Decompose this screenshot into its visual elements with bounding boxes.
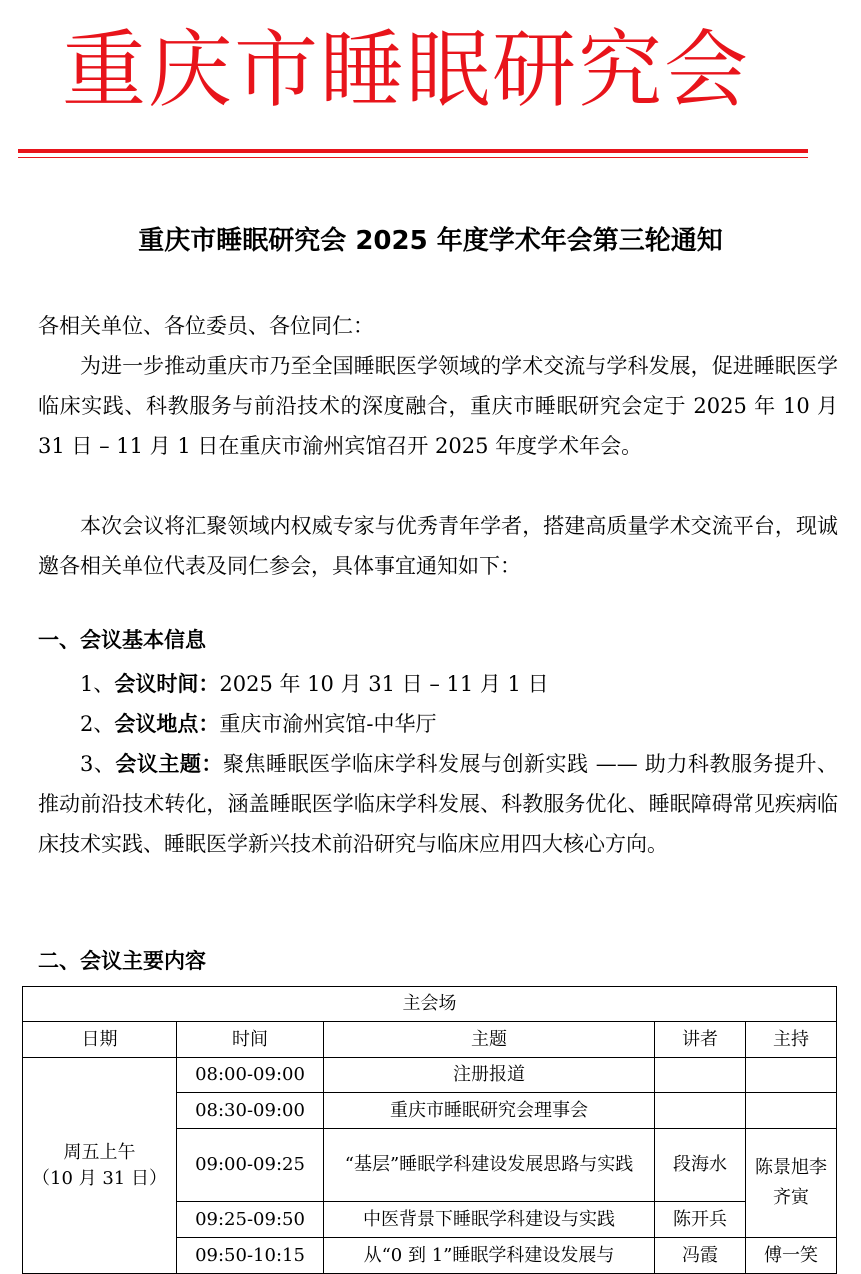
schedule-table (22, 986, 837, 1274)
letterhead-title: 重庆市睡眠研究会 (62, 21, 751, 119)
letterhead-rule-thin (18, 157, 808, 158)
day-date: （10 月 31 日） (32, 1167, 167, 1189)
day-label: 周五上午 (63, 1141, 136, 1163)
speaker-cell (655, 1058, 746, 1093)
document-title: 重庆市睡眠研究会 2025 年度学术年会第三轮通知 (138, 226, 723, 256)
topic-cell: 中医背景下睡眠学科建设与实践 (324, 1202, 655, 1238)
speaker-cell: 冯霞 (655, 1238, 746, 1274)
topic-cell: “基层”睡眠学科建设发展思路与实践 (324, 1129, 655, 1202)
meeting-venue-num: 2、 (80, 712, 115, 736)
time-cell: 08:30-09:00 (177, 1093, 324, 1129)
time-cell: 08:00-09:00 (177, 1058, 324, 1093)
topic-cell: 重庆市睡眠研究会理事会 (324, 1093, 655, 1129)
col-header-host: 主持 (746, 1022, 837, 1058)
meeting-theme-label: 会议主题： (115, 752, 223, 776)
host-cell: 陈景旭李齐寅 (746, 1129, 837, 1238)
speaker-cell (655, 1093, 746, 1129)
meeting-venue-label: 会议地点： (114, 712, 220, 736)
topic-cell: 从“0 到 1”睡眠学科建设发展与 (324, 1238, 655, 1274)
meeting-theme-num: 3、 (80, 752, 116, 776)
letterhead-rule-thick (18, 149, 808, 153)
time-cell: 09:00-09:25 (177, 1129, 324, 1202)
time-cell: 09:25-09:50 (177, 1202, 324, 1238)
intro-paragraph-2: 本次会议将汇聚领域内权威专家与优秀青年学者，搭建高质量学术交流平台，现诚邀各相关单位代表及同仁参会，具体事宜通知如下： (38, 514, 838, 578)
section-2-heading: 二、会议主要内容 (38, 949, 206, 973)
host-cell (746, 1093, 837, 1129)
speaker-cell: 陈开兵 (655, 1202, 746, 1238)
topic-cell: 注册报道 (324, 1058, 655, 1093)
venue-header: 主会场 (23, 987, 837, 1022)
meeting-theme-value: 聚焦睡眠医学临床学科发展与创新实践 —— 助力科教服务提升、推动前沿技术转化，涵盖睡眠医学临床学科发展、科教服务优化、睡眠障碍常见疾病临床技术实践、睡眠医学新兴技术前沿研究与临床应用四大核心方向。 (38, 752, 838, 856)
col-header-speaker: 讲者 (655, 1022, 746, 1058)
col-header-time: 时间 (177, 1022, 324, 1058)
host-cell (746, 1058, 837, 1093)
day-cell (23, 1058, 177, 1274)
meeting-time-label: 会议时间： (114, 672, 220, 696)
meeting-time-value: 2025 年 10 月 31 日 – 11 月 1 日 (219, 672, 549, 696)
meeting-time-item (80, 664, 549, 704)
col-header-topic: 主题 (324, 1022, 655, 1058)
host-cell: 傅一笑 (746, 1238, 837, 1274)
meeting-venue-item (80, 704, 436, 744)
time-cell: 09:50-10:15 (177, 1238, 324, 1274)
salutation: 各相关单位、各位委员、各位同仁： (38, 314, 374, 338)
meeting-venue-value: 重庆市渝州宾馆-中华厅 (219, 712, 437, 736)
section-1-heading: 一、会议基本信息 (38, 628, 206, 652)
speaker-cell: 段海水 (655, 1129, 746, 1202)
meeting-time-num: 1、 (80, 672, 115, 696)
col-header-date: 日期 (23, 1022, 177, 1058)
table-row (23, 1058, 837, 1093)
intro-paragraph-1: 为进一步推动重庆市乃至全国睡眠医学领域的学术交流与学科发展，促进睡眠医学临床实践、科教服务与前沿技术的深度融合，重庆市睡眠研究会定于 2025 年 10 月 31 日 – 11 月 1 日在重庆市渝州宾馆召开 2025 年度学术年会。 (38, 354, 838, 458)
meeting-theme-item (38, 744, 838, 864)
